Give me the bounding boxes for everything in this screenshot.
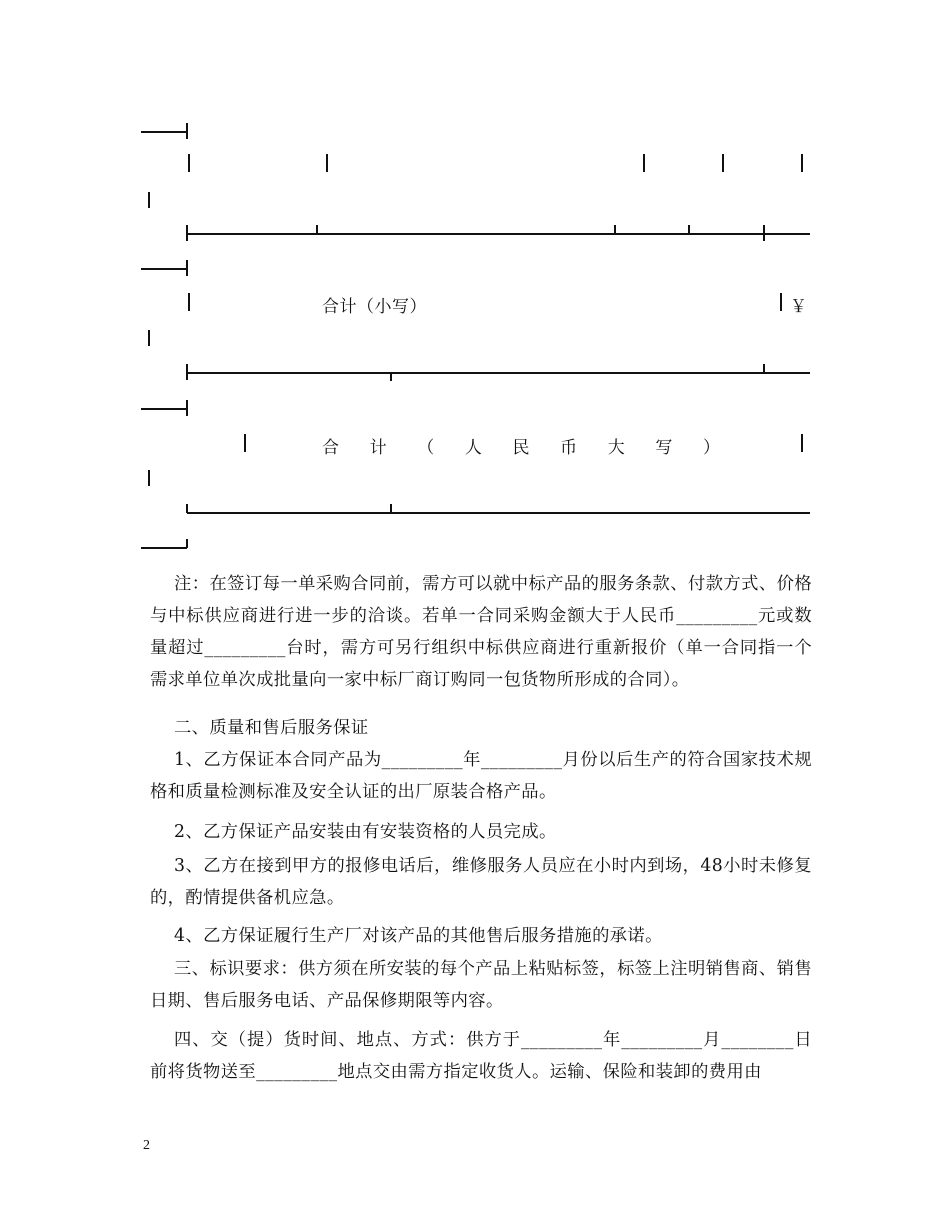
table-line [722,154,724,172]
subtotal-label: 合计（小写） [322,297,427,317]
table-line [186,260,188,276]
table-line [148,330,150,346]
table-line [141,547,187,549]
table-line [187,512,810,514]
table-line [186,504,188,513]
total-char: 人 [464,438,482,458]
table-line [141,268,187,270]
total-char: 计 [369,438,387,458]
table-line [188,154,190,172]
total-char: 币 [560,438,578,458]
table-line [186,225,188,241]
total-char: 写 [655,438,673,458]
item-2: 2、乙方保证产品安装由有安装资格的人员完成。 [174,822,557,842]
section-2-title: 二、质量和售后服务保证 [174,718,369,738]
page-number: 2 [143,1138,150,1153]
table-line [390,372,392,381]
table-line [186,400,188,416]
table-line [763,225,765,241]
table-line [188,293,190,311]
table-line [390,504,392,513]
total-capital-label [322,433,720,458]
table-line [316,225,318,234]
table-line [187,372,810,374]
note-paragraph: 注：在签订每一单采购合同前，需方可以就中标产品的服务条款、付款方式、价格与中标供应商进行进一步的洽谈。若单一合同采购金额大于人民币_________元或数量超过_________台时，需方可另行组织中标供应商进行重新报价（单一合同指一个需求单位单次成批量向一家中标厂商订购同一包货物所形成的合同）。 [150,574,812,690]
section-4: 四、交（提）货时间、地点、方式：供方于_________年_________月________日前将货物送至_________地点交由需方指定收货人。运输、保险和装卸的费用由 [150,1030,812,1082]
total-char: ） [703,438,720,458]
total-char: 民 [512,438,530,458]
total-char: （ [417,438,435,458]
table-line [801,434,803,452]
currency-symbol: ￥ [790,297,808,317]
table-line [780,293,782,311]
table-line [801,154,803,172]
section-3: 三、标识要求：供方须在所安装的每个产品上粘贴标签，标签上注明销售商、销售日期、售后服务电话、产品保修期限等内容。 [150,959,812,1011]
table-line [148,192,150,208]
table-line [643,154,645,172]
table-line [186,539,188,548]
table-line [141,408,187,410]
total-char: 大 [607,438,625,458]
table-line [688,225,690,234]
total-char: 合 [322,438,339,458]
table-line [148,470,150,486]
table-line [141,131,187,133]
table-line [614,225,616,234]
table-line [763,364,765,373]
table-line [186,364,188,380]
table-line [186,123,188,139]
table-line [326,154,328,172]
item-3: 3、乙方在接到甲方的报修电话后，维修服务人员应在小时内到场，48小时未修复的，酌情提供备机应急。 [150,856,812,908]
table-line [244,434,246,452]
item-1: 1、乙方保证本合同产品为_________年_________月份以后生产的符合国家技术规格和质量检测标准及安全认证的出厂原装合格产品。 [150,750,812,802]
table-line [187,233,810,235]
item-4: 4、乙方保证履行生产厂对该产品的其他售后服务措施的承诺。 [174,926,663,946]
